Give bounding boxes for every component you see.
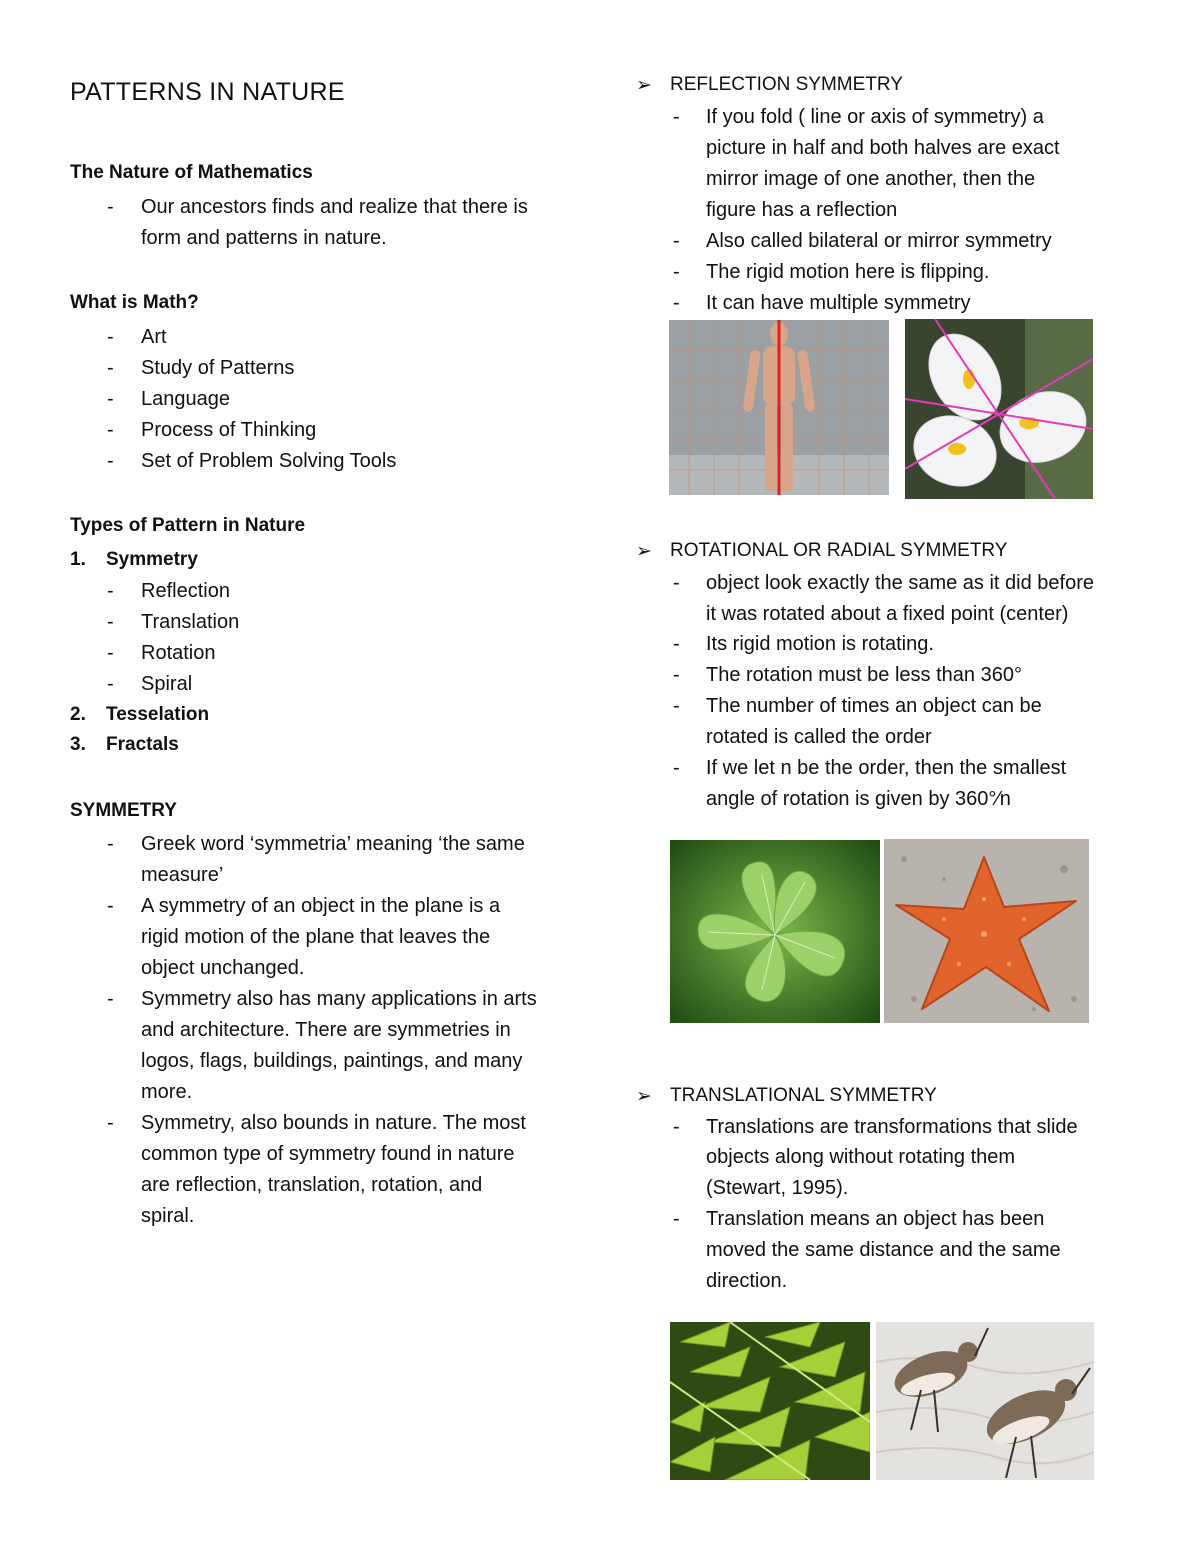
list-item-line: object unchanged. — [141, 957, 305, 979]
list-item-line: and architecture. There are symmetries in — [141, 1019, 511, 1041]
bullet-dash: - — [107, 419, 114, 441]
bullet-dash: - — [673, 572, 680, 594]
bullet-dash: - — [107, 642, 114, 664]
arrow-bullet-icon: ➢ — [636, 541, 652, 562]
list-item-line: logos, flags, buildings, paintings, and many — [141, 1050, 523, 1072]
sandpiper-birds-image — [876, 1322, 1094, 1480]
list-item-line: common type of symmetry found in nature — [141, 1143, 515, 1165]
bullet-dash: - — [673, 664, 680, 686]
list-item-line: Greek word ‘symmetria’ meaning ‘the same — [141, 833, 525, 855]
bullet-dash: - — [673, 261, 680, 283]
numbered-item-label: Tesselation — [106, 704, 210, 725]
list-item-line: The rotation must be less than 360° — [706, 664, 1022, 686]
bullet-dash: - — [107, 388, 114, 410]
section-heading-rotational: ROTATIONAL OR RADIAL SYMMETRY — [670, 540, 1008, 561]
list-item-line: The rigid motion here is flipping. — [706, 261, 990, 283]
list-item-line: direction. — [706, 1270, 788, 1292]
list-item: Process of Thinking — [141, 419, 317, 441]
list-item-line: Symmetry also has many applications in arts — [141, 988, 537, 1010]
list-item-line: rigid motion of the plane that leaves the — [141, 926, 491, 948]
bullet-dash: - — [107, 988, 114, 1010]
bullet-dash: - — [673, 230, 680, 252]
bullet-dash: - — [107, 611, 114, 633]
numbered-item-number: 1. — [70, 549, 86, 570]
list-item-line: A symmetry of an object in the plane is a — [141, 895, 501, 917]
section-heading-math: What is Math? — [70, 292, 199, 313]
list-item-line: (Stewart, 1995). — [706, 1177, 849, 1199]
human-body-mirror-image — [669, 320, 889, 495]
list-item-line: If you fold ( line or axis of symmetry) a — [706, 106, 1044, 128]
bullet-dash: - — [673, 106, 680, 128]
list-item-line: Its rigid motion is rotating. — [706, 633, 934, 655]
section-heading-symmetry: SYMMETRY — [70, 800, 177, 821]
list-item-line: picture in half and both halves are exact — [706, 137, 1060, 159]
list-item-line: mirror image of one another, then the — [706, 168, 1036, 190]
arrow-bullet-icon: ➢ — [636, 1086, 652, 1107]
list-item-line: If we let n be the order, then the smallest — [706, 757, 1067, 779]
bullet-dash: - — [673, 633, 680, 655]
list-item: Reflection — [141, 580, 230, 602]
starfish-image — [884, 839, 1089, 1023]
bullet-dash: - — [673, 695, 680, 717]
list-item: Study of Patterns — [141, 357, 295, 379]
bullet-dash: - — [107, 1112, 114, 1134]
list-item-line: angle of rotation is given by 360°⁄n — [706, 788, 1011, 810]
page-title: PATTERNS IN NATURE — [70, 78, 345, 106]
list-item-line: Our ancestors finds and realize that there is — [141, 196, 528, 218]
bullet-dash: - — [673, 292, 680, 314]
list-item: Rotation — [141, 642, 216, 664]
bullet-dash: - — [107, 895, 114, 917]
list-item: Spiral — [141, 673, 193, 695]
bullet-dash: - — [107, 580, 114, 602]
numbered-item-label: Symmetry — [106, 549, 198, 570]
section-heading-types: Types of Pattern in Nature — [70, 515, 306, 536]
bullet-dash: - — [107, 326, 114, 348]
list-item-line: Translations are transformations that slide — [706, 1116, 1078, 1138]
bullet-dash: - — [107, 833, 114, 855]
list-item-line: The number of times an object can be — [706, 695, 1042, 717]
bullet-dash: - — [107, 357, 114, 379]
list-item-line: moved the same distance and the same — [706, 1239, 1061, 1261]
list-item-line: spiral. — [141, 1205, 195, 1227]
list-item-line: Translation means an object has been — [706, 1208, 1045, 1230]
list-item-line: figure has a reflection — [706, 199, 898, 221]
list-item-line: It can have multiple symmetry — [706, 292, 971, 314]
section-heading-reflection: REFLECTION SYMMETRY — [670, 74, 903, 95]
bullet-dash: - — [107, 673, 114, 695]
fern-leaves-image — [670, 1322, 870, 1480]
bullet-dash: - — [673, 1116, 680, 1138]
list-item: Set of Problem Solving Tools — [141, 450, 397, 472]
list-item-line: more. — [141, 1081, 193, 1103]
section-heading-nature: The Nature of Mathematics — [70, 162, 313, 183]
bullet-dash: - — [673, 1208, 680, 1230]
list-item-line: form and patterns in nature. — [141, 227, 387, 249]
list-item-line: are reflection, translation, rotation, and — [141, 1174, 483, 1196]
list-item-line: objects along without rotating them — [706, 1146, 1016, 1168]
list-item-line: it was rotated about a fixed point (center) — [706, 603, 1069, 625]
bullet-dash: - — [107, 196, 114, 218]
list-item-line: measure’ — [141, 864, 224, 886]
numbered-item-label: Fractals — [106, 734, 179, 755]
arrow-bullet-icon: ➢ — [636, 75, 652, 96]
list-item-line: Symmetry, also bounds in nature. The most — [141, 1112, 526, 1134]
list-item-line: Also called bilateral or mirror symmetry — [706, 230, 1052, 252]
numbered-item-number: 3. — [70, 734, 86, 755]
numbered-item-number: 2. — [70, 704, 86, 725]
bullet-dash: - — [673, 757, 680, 779]
list-item: Language — [141, 388, 230, 410]
list-item: Art — [141, 326, 167, 348]
list-item: Translation — [141, 611, 240, 633]
flower-multiple-symmetry-image — [905, 319, 1093, 499]
four-leaf-clover-image — [670, 840, 880, 1023]
section-heading-translational: TRANSLATIONAL SYMMETRY — [670, 1085, 937, 1106]
list-item-line: rotated is called the order — [706, 726, 932, 748]
list-item-line: object look exactly the same as it did before — [706, 572, 1094, 594]
bullet-dash: - — [107, 450, 114, 472]
